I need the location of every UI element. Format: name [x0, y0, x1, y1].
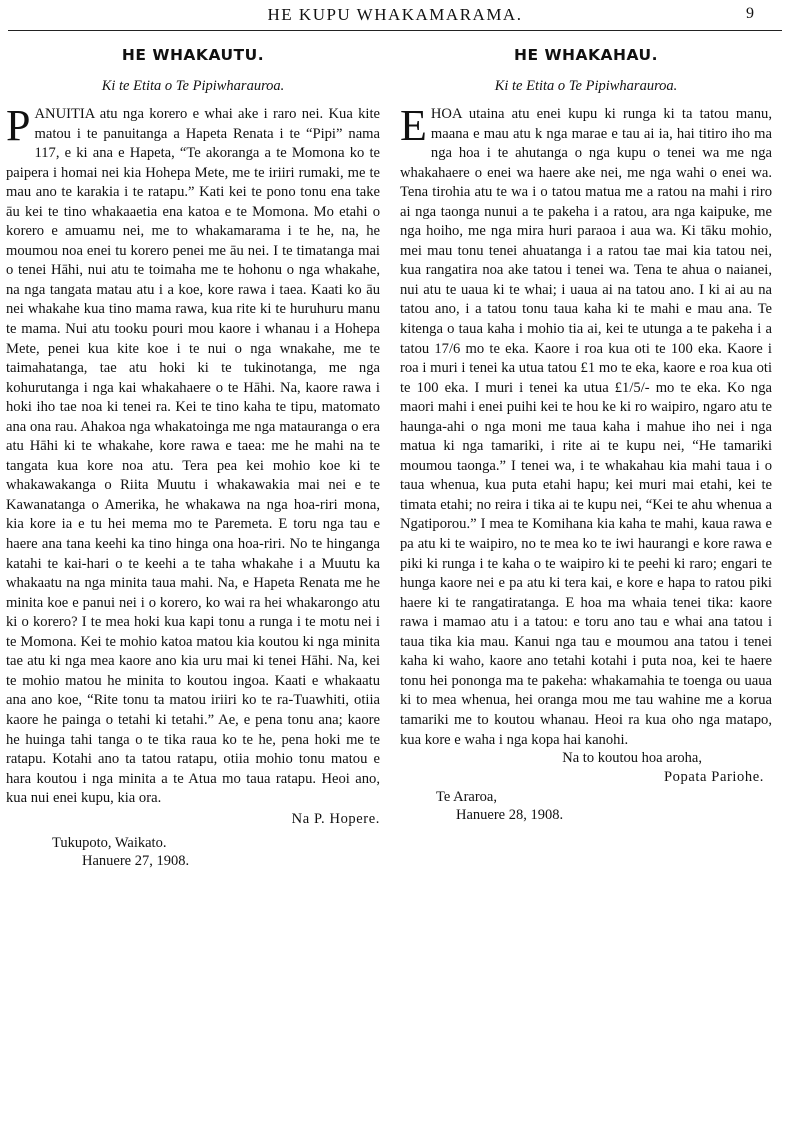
- right-article-signature: Popata Pariohe.: [663, 769, 764, 786]
- right-article-closing: Na to koutou hoa aroha,: [562, 750, 702, 767]
- page-number: 9: [746, 5, 754, 22]
- header-rule: [8, 30, 782, 31]
- left-article: [6, 46, 380, 870]
- left-article-body: [6, 101, 380, 809]
- right-article-dropcap: E: [400, 101, 427, 150]
- right-article-date: Hanuere 28, 1908.: [456, 807, 564, 824]
- left-article-date: Hanuere 27, 1908.: [82, 852, 190, 869]
- left-article-signature: Na P. Hopere.: [291, 810, 380, 827]
- running-title: HE KUPU WHAKAMARAMA.: [267, 5, 523, 24]
- right-article-place: Te Araroa,: [436, 789, 497, 806]
- left-article-text: ANUITIA atu nga korero e whai ake i raro nei. Kua kite matou i te panuitanga a Hapeta Renata i te “Pipi” nama 117, e ki ana e Hapeta, “Te akoranga a te Momona ko te paipera i homai nei kia Hohepa Mete, me te iriiri rumaki, me te mau ano te karakia i te ratapu.” Kati kei te pono tonu ena take āu kei te tino whakaaetia ena katoa e te Momona. Mo etahi o korero e amuamu nei, me to whakamarama i te he, na, he moumou noa enei tu korero penei me āu nei. I te timatanga mai o tenei Hāhi, nui atu te toimaha me te hohonu o nga whakahe, na nga tangata matau atu i a koe, kore rawa i taea. Kaati ko āu nei whakahe kua tino mama rawa, kua rite ki te huruhuru manu te mama. Nui atu tooku pouri mou kaore i whanau i a Hohepa Mete, penei kua kite koe i te nui o nga wnakahe, me te taimahatanga, tae atu hoki ki te tukinotanga, me nga kohurutanga i nga kai whakahaere o te Hāhi. Na, kaore rawa i hoki iho tae noa ki tenei ra. Kei te tino kaha te tipu, matomato ana ona rau. Ahakoa nga whakatoinga me nga matauranga o era atu Hāhi ki te whakahe, kore rawa e taea: me he mahi na te tangata kua kore noa atu. Tera pea kei mohio koe ki te whakawakanga o Riita Muutu i whakawakia mai nei e te Kawanatanga o Amerika, he whakawa na nga hoa-riri mona, kia kore ia e tu hei mema mo te Paremeta. E toru nga tau e haere ana tana keehi ka tino hinga ona hoa-riri. No te hinganga katahi te kai-hari o te keehi a te taha whakahe i a Muutu ka whakaatu na nga minita taua mahi. Na, e Hapeta Renata me he minita koe e panui nei i o korero, ko wai ra hei whakarongo atu ki o korero? I te mea hoki kua kapi tonu a runga i te motu nei i te Momona. Kei te mohio katoa matou kia koutou ki nga minita tae atu ki nga mea kaore ano kia uru mai ki tenei Hāhi. Na, kei te mohio matou he minita to koutou ingoa. Kaati e whakaatu ana ano koe, “Rite tonu ta matou iriiri ko te ra-Tuawhiti, otiia kaore he painga o tetahi ki tetahi.” Ae, e pena tonu ana; kaore he huinga tahi tanga o te tika raua ko te he, pena hoki me te ratapu. Kotahi ano ta tatou ratapu, otiia mohio tonu matou e hara koutou i nga minita a te Atua mo taua ratapu. Heoi ano, kua nui enei kupu, kia ora.: [6, 106, 380, 807]
- left-article-subheading: Ki te Etita o Te Pipiwharauroa.: [101, 78, 285, 94]
- left-article-place: Tukupoto, Waikato.: [52, 834, 167, 851]
- left-article-heading: HE WHAKAUTU.: [121, 46, 265, 64]
- right-article-body: [400, 101, 772, 750]
- right-article-heading: HE WHAKAHAU.: [514, 46, 658, 64]
- left-article-dropcap: P: [6, 101, 31, 150]
- right-article-text: HOA utaina atu enei kupu ki runga ki ta tatou manu, maana e mau atu k nga marae e tau ai ia, hai titiro iho ma nga hoa i te ahutanga o nga kupu o tenei wa me nga whakahaere o enei wa haere ake nei, me nga wahi o enei wa. Tena tirohia atu te wa i o tatou matua me a ratou na mahi i riro ai nga taonga nunui a te pakeha i a ratou, ara nga kaipuke, me nga hoiho, me nga mira huri paraoa i aua wa. Ki tāku mohio, mei mau tonu tenei ahuatanga i a ratou tae mai kia tatou nei, kua rangatira noa ake tatou i tenei wa. Tena te ahua o naianei, nui atu te uaua ki te whai; i uaua ai na tatou ano. I ki ai au na tatou ano, i a tatou tonu taua kaha ki te mahi e mau ana. Te kitenga o taua kaha i mohio tia ai, kei te utunga a te pakeha i a tatou 17/6 mo te eka. Kaore i roa kua oti te 100 eka. Kaore i roa i muri i tenei ka utua tatou £1 mo te eka, kaore e roa kua oti te 100 eka. I muri i tenei ka utua £1/5/- mo te eka. Ko nga maori mahi i enei puihi kei te hou ke ki ro waipiro, ngaro atu te haunga-ahi o nga moni me taua kaha i mahue iho nei i nga matua ki nga tamariki, i rite ai te kupu nei, “He tamariki moumou taonga.” I tenei wa, i te whakahau kia mahi taua i o taua whenua, kua puta etahi hapu; kei muri mai etahi, kei te timata etahi; no reira i tika ai te kupu nei, “Kei te ahu whenua a Ngatiporou.” I mea te Komihana kia kaha te mahi, kaua rawa e pa atu ki te waipiro, no te mea ko te iwi haurangi e kore rawa e piki ki runga i te kaha o te waipiro ki te peehi ki raro; engari te hunga kaore nei e pa atu ki tera kai, e kore e hapa to ratou piki haere ki te rangatiratanga. E hoa ma whaia tenei tika: kaore rawa i mamao atu i a tatou: e toru ano tau e whai ana tatou i taua tika kia mau. Kanui nga tau e moumou ana tatou i tenei kaha ki waho, kaore ano tetahi kotahi i puta noa, kei te haere tonu hei pononga ma te pakeha: whakamahia te toenga ou uaua ki to mea whenua, hei oranga mou me tau wahine me a korua tamariki me to koutou whanau. Heoi ra kua oho nga matapo, kua kore e waha i nga kopa hai kanohi.: [400, 106, 772, 748]
- right-article-subheading: Ki te Etita o Te Pipiwharauroa.: [494, 78, 678, 94]
- page-header: [0, 0, 790, 30]
- right-article: [400, 46, 772, 824]
